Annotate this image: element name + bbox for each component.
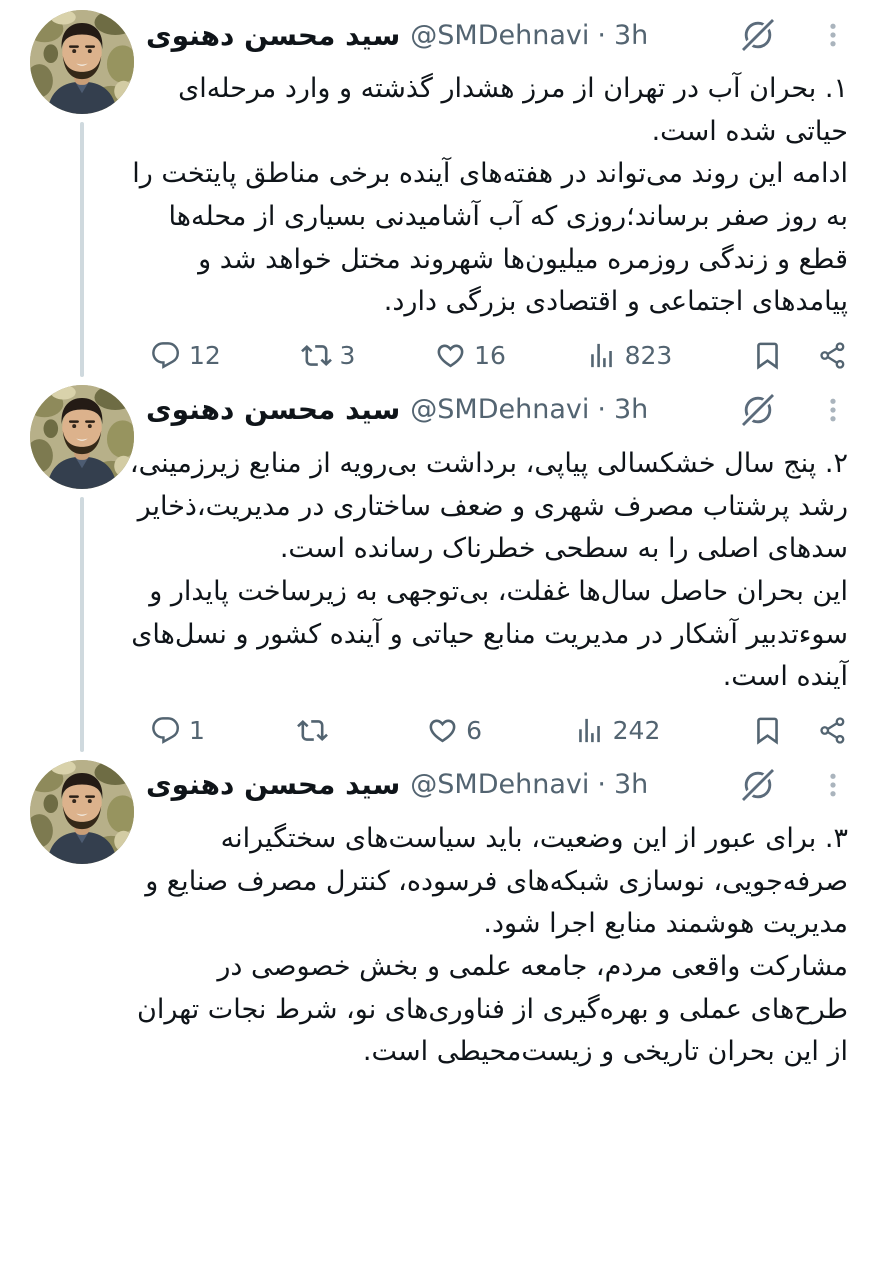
separator-dot: ·: [597, 769, 606, 801]
display-name[interactable]: سید محسن دهنوی: [146, 768, 401, 802]
retweet-button[interactable]: [297, 715, 336, 746]
views-count: 823: [624, 340, 673, 370]
heart-icon: [427, 715, 458, 746]
tweet-paragraph: مشارکت واقعی مردم، جامعه علمی و بخش خصوصی در طرح‌های عملی و بهره‌گیری از فناوری‌های نو، شرط نجات تهران از این بحران تاریخی و زیست‌محیطی است.: [137, 950, 848, 1068]
share-button[interactable]: [817, 715, 848, 746]
tweet-1: [0, 6, 884, 381]
grok-circle-slash-icon: [738, 765, 778, 805]
tweet-text: [114, 443, 848, 699]
display-name[interactable]: سید محسن دهنوی: [146, 18, 401, 52]
tweet-text: [114, 818, 848, 1074]
thread-connector-line: [80, 122, 84, 377]
user-handle[interactable]: @SMDehnavi: [410, 769, 590, 801]
grok-button[interactable]: [738, 390, 778, 430]
retweet-count: 3: [339, 340, 356, 370]
user-handle[interactable]: @SMDehnavi: [410, 394, 590, 426]
bookmark-button[interactable]: [752, 340, 783, 371]
timestamp: 3h: [613, 19, 649, 51]
user-handle[interactable]: @SMDehnavi: [410, 19, 590, 51]
share-network-icon: [817, 340, 848, 371]
kebab-menu-icon: [818, 20, 848, 50]
tweet-actions-bar: [150, 340, 848, 371]
retweet-icon: [301, 340, 332, 371]
bookmark-icon: [752, 340, 783, 371]
tweet-paragraph: ۲. پنج سال خشکسالی پیاپی، برداشت بی‌رویه از منابع زیرزمینی، رشد پرشتاب مصرف شهری و ضعف ساختاری در مدیریت،ذخایر سدهای اصلی را به سطحی خطرناک رسانده است.: [129, 447, 848, 565]
retweet-button[interactable]: [301, 340, 356, 371]
tweet-paragraph: این بحران حاصل سال‌ها غفلت، بی‌توجهی به زیرساخت پایدار و سوءتدبیر آشکار در مدیریت منابع حیاتی و آینده کشور و نسل‌های آینده است.: [131, 575, 848, 693]
tweet-2: [0, 381, 884, 756]
reply-count: 1: [189, 715, 205, 745]
tweet-header: [146, 385, 848, 435]
grok-circle-slash-icon: [738, 15, 778, 55]
bookmark-icon: [752, 715, 783, 746]
share-network-icon: [817, 715, 848, 746]
share-button[interactable]: [817, 340, 848, 371]
like-button[interactable]: [435, 340, 506, 371]
separator-dot: ·: [597, 394, 606, 426]
kebab-menu-icon: [818, 770, 848, 800]
tweet-paragraph: ۱. بحران آب در تهران از مرز هشدار گذشته و وارد مرحله‌ای حیاتی شده است.: [178, 73, 848, 147]
reply-button[interactable]: [150, 340, 221, 371]
like-button[interactable]: [427, 715, 482, 746]
reply-button[interactable]: [150, 715, 205, 746]
tweet-paragraph: ۳. برای عبور از این وضعیت، باید سیاست‌های سختگیرانه صرفه‌جویی، نوسازی شبکه‌های فرسوده، کنترل مصرف صنایع و مدیریت هوشمند منابع اجرا شود.: [145, 822, 848, 940]
tweet-actions-bar: [150, 715, 848, 746]
timestamp: 3h: [613, 769, 649, 801]
kebab-menu-icon: [818, 395, 848, 425]
heart-icon: [435, 340, 466, 371]
timestamp: 3h: [613, 394, 649, 426]
like-count: 16: [474, 340, 506, 370]
bookmark-button[interactable]: [752, 715, 783, 746]
tweet-header: [146, 10, 848, 60]
display-name[interactable]: سید محسن دهنوی: [146, 393, 401, 427]
reply-bubble-icon: [150, 715, 181, 746]
bar-chart-views-icon: [586, 340, 617, 371]
retweet-icon: [297, 715, 328, 746]
like-count: 6: [466, 715, 483, 745]
reply-count: 12: [189, 340, 221, 370]
grok-button[interactable]: [738, 15, 778, 55]
tweet-paragraph: ادامه این روند می‌تواند در هفته‌های آینده برخی مناطق پایتخت را به روز صفر برساند؛روزی که آب آشامیدنی بسیاری از محله‌ها قطع و زندگی روزمره میلیون‌ها شهروند مختل خواهد شد و پیامدهای اجتماعی و اقتصادی بزرگی دارد.: [132, 158, 848, 318]
grok-button[interactable]: [738, 765, 778, 805]
views-count: 242: [612, 715, 661, 745]
thread-connector-line: [80, 497, 84, 752]
tweet-3: [0, 756, 884, 1074]
views-button[interactable]: [586, 340, 673, 371]
reply-bubble-icon: [150, 340, 181, 371]
tweet-header: [146, 760, 848, 810]
tweet-text: [114, 68, 848, 324]
separator-dot: ·: [597, 19, 606, 51]
bar-chart-views-icon: [574, 715, 605, 746]
views-button[interactable]: [574, 715, 661, 746]
grok-circle-slash-icon: [738, 390, 778, 430]
more-menu-button[interactable]: [818, 770, 848, 800]
more-menu-button[interactable]: [818, 20, 848, 50]
more-menu-button[interactable]: [818, 395, 848, 425]
